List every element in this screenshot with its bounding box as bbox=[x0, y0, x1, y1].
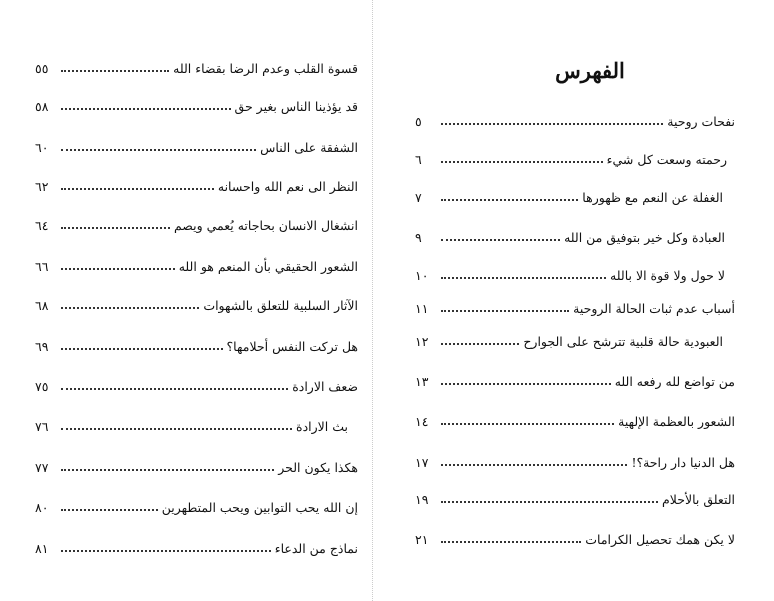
dot-leader bbox=[61, 509, 158, 511]
dot-leader bbox=[61, 388, 288, 390]
entry-page-number: ٩ bbox=[415, 230, 422, 245]
index-entry bbox=[35, 497, 358, 515]
index-entry bbox=[35, 336, 358, 354]
entry-title: التعلق بالأحلام bbox=[662, 492, 735, 507]
entry-page-number: ٧ bbox=[415, 190, 422, 205]
entry-title: النظر الى نعم الله واحسانه bbox=[217, 179, 358, 194]
dot-leader bbox=[61, 550, 271, 552]
index-entry bbox=[35, 538, 358, 556]
dot-leader bbox=[441, 199, 578, 201]
entry-page-number: ٥ bbox=[415, 114, 422, 129]
dot-leader bbox=[441, 161, 603, 163]
index-entry bbox=[35, 295, 358, 313]
index-entry bbox=[415, 111, 735, 129]
dot-leader bbox=[441, 277, 606, 279]
dot-leader bbox=[61, 108, 231, 110]
entry-page-number: ٨٠ bbox=[35, 500, 49, 515]
entry-title: انشغال الانسان بحاجاته يُعمي ويصم bbox=[173, 218, 358, 233]
index-entry bbox=[415, 149, 727, 167]
index-entry bbox=[35, 137, 358, 155]
index-entry bbox=[35, 58, 358, 76]
index-entry bbox=[35, 215, 358, 233]
entry-page-number: ٦٦ bbox=[35, 259, 49, 274]
index-entry bbox=[415, 298, 735, 316]
entry-title: لا حول ولا قوة الا بالله bbox=[610, 268, 725, 283]
entry-page-number: ٦٩ bbox=[35, 339, 49, 354]
entry-title: قد يؤذينا الناس بغير حق bbox=[234, 99, 358, 114]
entry-title: الشفقة على الناس bbox=[260, 140, 358, 155]
entry-title: بث الارادة bbox=[296, 419, 348, 434]
entry-page-number: ١٢ bbox=[415, 334, 429, 349]
entry-page-number: ٢١ bbox=[415, 532, 429, 547]
entry-page-number: ٦٤ bbox=[35, 218, 49, 233]
dot-leader bbox=[441, 383, 611, 385]
index-entry bbox=[35, 376, 358, 394]
entry-title: إن الله يحب التوابين ويحب المتطهرين bbox=[161, 500, 358, 515]
dot-leader bbox=[441, 239, 560, 241]
index-entry bbox=[35, 416, 348, 434]
entry-page-number: ٦٢ bbox=[35, 179, 49, 194]
entry-title: العبادة وكل خير بتوفيق من الله bbox=[564, 230, 725, 245]
dot-leader bbox=[441, 343, 519, 345]
entry-title: نفحات روحية bbox=[667, 114, 735, 129]
entry-title: الشعور بالعظمة الإلهية bbox=[618, 414, 735, 429]
entry-page-number: ٥٨ bbox=[35, 99, 49, 114]
dot-leader bbox=[441, 123, 663, 125]
entry-title: من تواضع لله رفعه الله bbox=[614, 374, 735, 389]
dot-leader bbox=[61, 188, 214, 190]
entry-page-number: ٧٥ bbox=[35, 379, 49, 394]
dot-leader bbox=[441, 310, 569, 312]
dot-leader bbox=[441, 501, 658, 503]
index-entry bbox=[415, 452, 735, 470]
entry-title: نماذج من الدعاء bbox=[274, 541, 358, 556]
index-entry bbox=[35, 256, 358, 274]
entry-page-number: ١٩ bbox=[415, 492, 429, 507]
dot-leader bbox=[61, 268, 175, 270]
entry-page-number: ٥٥ bbox=[35, 61, 49, 76]
index-entry bbox=[415, 411, 735, 429]
entry-title: هكذا يكون الحر bbox=[278, 460, 358, 475]
dot-leader bbox=[61, 469, 274, 471]
index-entry bbox=[415, 331, 723, 349]
index-entry bbox=[415, 529, 735, 547]
entry-title: الآثار السلبية للتعلق بالشهوات bbox=[203, 298, 358, 313]
dot-leader bbox=[61, 348, 223, 350]
entry-page-number: ٧٦ bbox=[35, 419, 49, 434]
index-entry bbox=[35, 457, 358, 475]
dot-leader bbox=[441, 464, 627, 466]
entry-title: هل الدنيا دار راحة؟! bbox=[631, 455, 735, 470]
index-entry bbox=[415, 489, 735, 507]
entry-page-number: ٦٨ bbox=[35, 298, 49, 313]
entry-page-number: ١٤ bbox=[415, 414, 429, 429]
index-entry bbox=[415, 371, 735, 389]
dot-leader bbox=[441, 423, 614, 425]
dot-leader bbox=[61, 149, 256, 151]
index-entry bbox=[415, 227, 725, 245]
dot-leader bbox=[441, 541, 581, 543]
entry-title: الشعور الحقيقي بأن المنعم هو الله bbox=[178, 259, 358, 274]
entry-title: العبودية حالة قلبية تترشح على الجوارح bbox=[523, 334, 723, 349]
dot-leader bbox=[61, 307, 199, 309]
entry-title: أسباب عدم ثبات الحالة الروحية bbox=[573, 301, 735, 316]
entry-page-number: ٧٧ bbox=[35, 460, 49, 475]
entry-page-number: ١١ bbox=[415, 301, 429, 316]
entry-page-number: ١٠ bbox=[415, 268, 429, 283]
entry-title: قسوة القلب وعدم الرضا بقضاء الله bbox=[173, 61, 358, 76]
entry-page-number: ٦ bbox=[415, 152, 422, 167]
index-entry bbox=[35, 176, 358, 194]
entry-title: الغفلة عن النعم مع ظهورها bbox=[582, 190, 723, 205]
entry-title: لا يكن همك تحصيل الكرامات bbox=[585, 532, 735, 547]
page-gutter bbox=[372, 0, 374, 601]
entry-page-number: ٦٠ bbox=[35, 140, 49, 155]
entry-page-number: ١٣ bbox=[415, 374, 429, 389]
entry-title: رحمته وسعت كل شيء bbox=[606, 152, 727, 167]
index-entry bbox=[415, 187, 723, 205]
dot-leader bbox=[61, 428, 292, 430]
dot-leader bbox=[61, 70, 169, 72]
dot-leader bbox=[61, 227, 170, 229]
index-entry bbox=[415, 265, 725, 283]
page-title: الفهرس bbox=[555, 58, 625, 83]
entry-page-number: ١٧ bbox=[415, 455, 429, 470]
entry-title: ضعف الارادة bbox=[292, 379, 358, 394]
entry-title: هل تركت النفس أحلامها؟ bbox=[226, 339, 358, 354]
index-entry bbox=[35, 96, 358, 114]
entry-page-number: ٨١ bbox=[35, 541, 49, 556]
